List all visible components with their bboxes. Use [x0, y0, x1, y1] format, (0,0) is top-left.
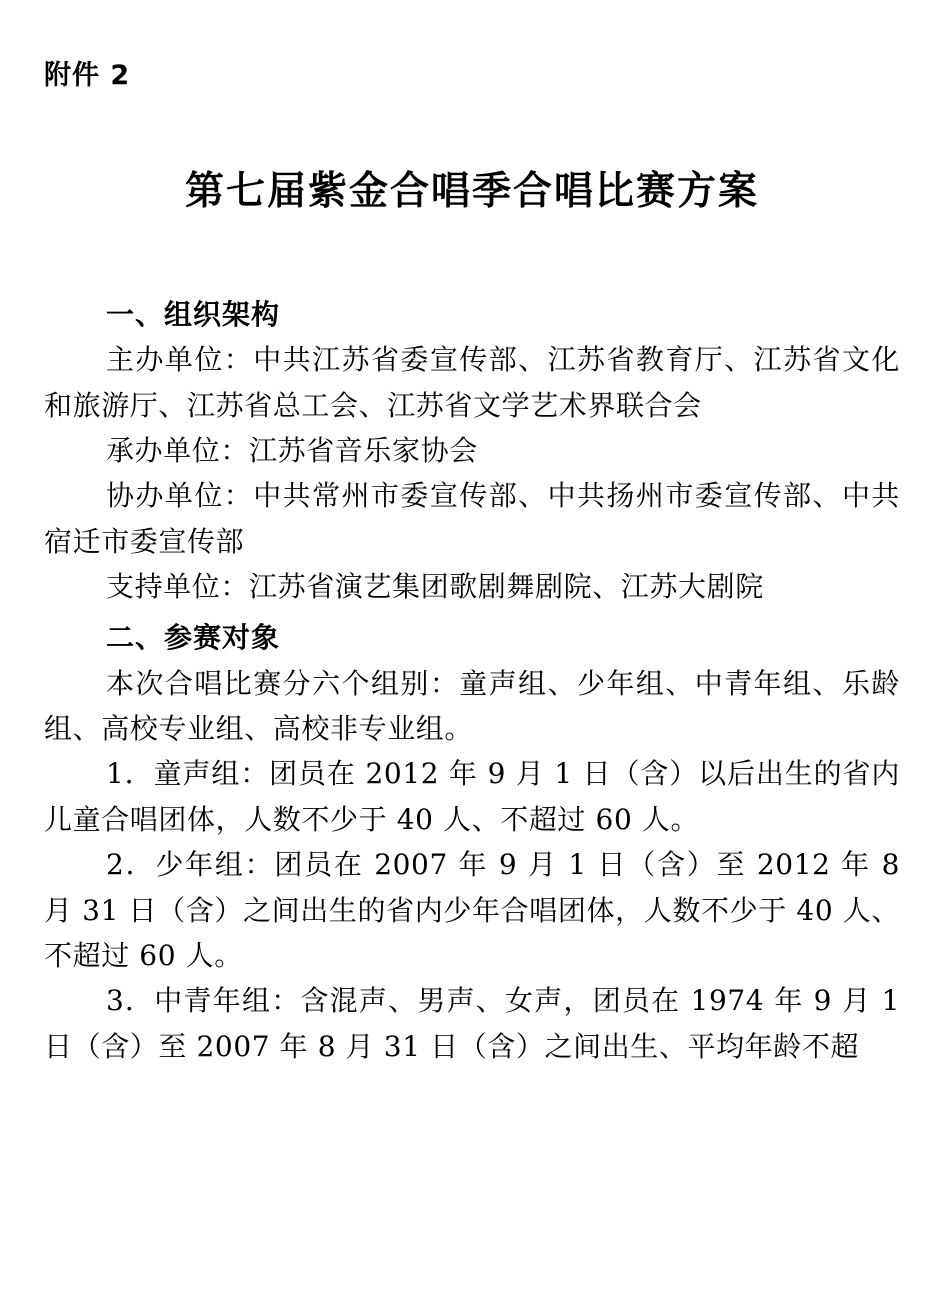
paragraph-support-units: 支持单位：江苏省演艺集团歌剧舞剧院、江苏大剧院: [106, 570, 764, 603]
section-participants: [44, 615, 900, 1069]
section-organization: [44, 292, 900, 610]
paragraph-group-juvenile: 2．少年组：团员在 2007 年 9 月 1 日（含）至 2012 年 8 月 31 日（含）之间出生的省内少年合唱团体，人数不少于 40 人、不超过 60 人。: [44, 848, 900, 972]
paragraph-organizer-unit: 承办单位：江苏省音乐家协会: [106, 433, 478, 467]
paragraph-group-overview: 本次合唱比赛分六个组别：童声组、少年组、中青年组、乐龄组、高校专业组、高校非专业组。: [44, 666, 900, 746]
section-heading-organization: 一、组织架构: [106, 297, 281, 331]
paragraph-group-young-adult: 3．中青年组：含混声、男声、女声，团员在 1974 年 9 月 1 日（含）至 2007 年 8 月 31 日（含）之间出生、平均年龄不超: [44, 984, 900, 1063]
attachment-label: 附件 2: [44, 60, 131, 91]
paragraph-host-units: 主办单位：中共江苏省委宣传部、江苏省教育厅、江苏省文化和旅游厅、江苏省总工会、江苏省文学艺术界联合会: [44, 343, 900, 422]
paragraph-group-children: 1．童声组：团员在 2012 年 9 月 1 日（含）以后出生的省内儿童合唱团体，人数不少于 40 人、不超过 60 人。: [44, 757, 900, 836]
paragraph-co-organizer-units: 协办单位：中共常州市委宣传部、中共扬州市委宣传部、中共宿迁市委宣传部: [44, 479, 900, 558]
page-title: 第七届紫金合唱季合唱比赛方案: [184, 168, 759, 215]
section-heading-participants: 二、参赛对象: [106, 621, 281, 655]
